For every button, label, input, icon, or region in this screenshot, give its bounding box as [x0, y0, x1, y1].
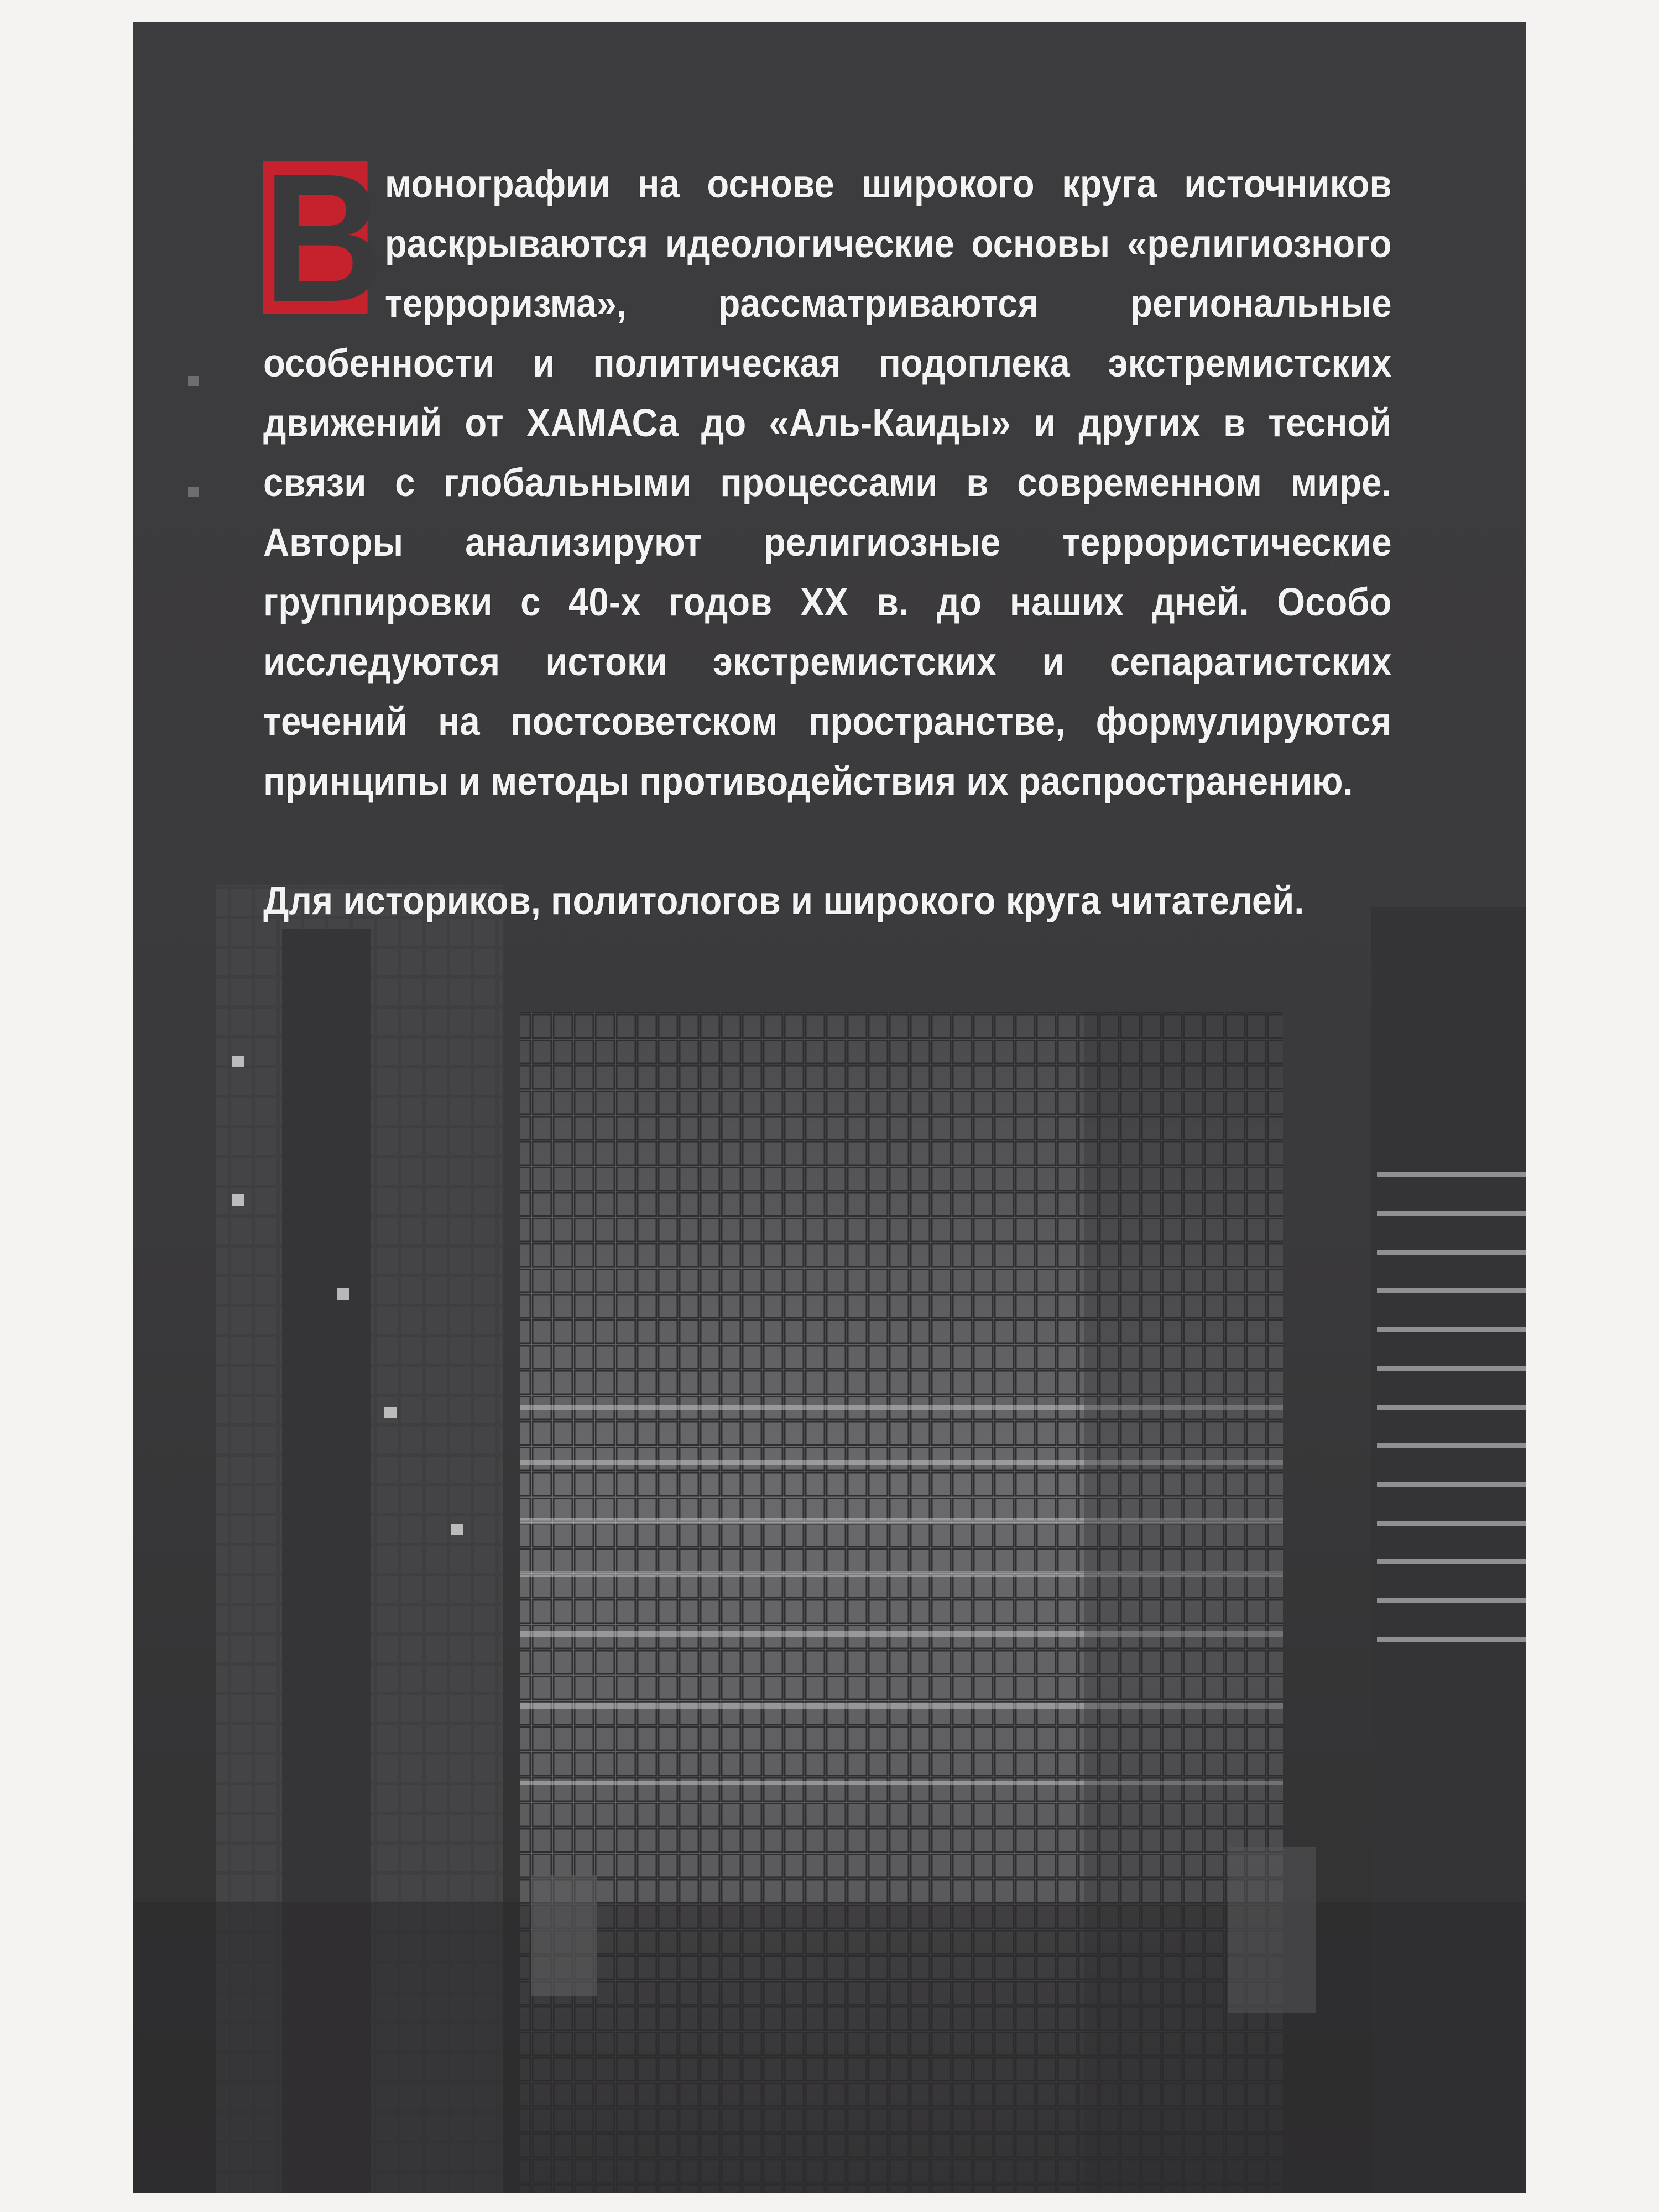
annotation-paragraph-1-text: монографии на основе широкого круга источников раскрываются идеологические основы «религиозного терроризма», рассматриваются региональные особенности и политическая подоплека экстремистских движений от ХАМАСа до «Аль-Каиды» и других в тесной связи с глобальными процессами в современном мире. Авторы анализируют религиозные террористические группировки с 40-х годов XX в. до наших дней. Особо исследуются истоки экстремистских и сепаратистских течений на постсоветском пространстве, формулируются принципы и методы противодействия их распространению. — [263, 163, 1392, 804]
annotation-paragraph-1 — [263, 135, 1392, 812]
drop-cap: В — [263, 135, 382, 340]
annotation-text — [263, 135, 1392, 931]
audience-note: Для историков, политологов и широкого круга читателей. — [263, 879, 1305, 923]
back-cover — [133, 22, 1526, 2193]
